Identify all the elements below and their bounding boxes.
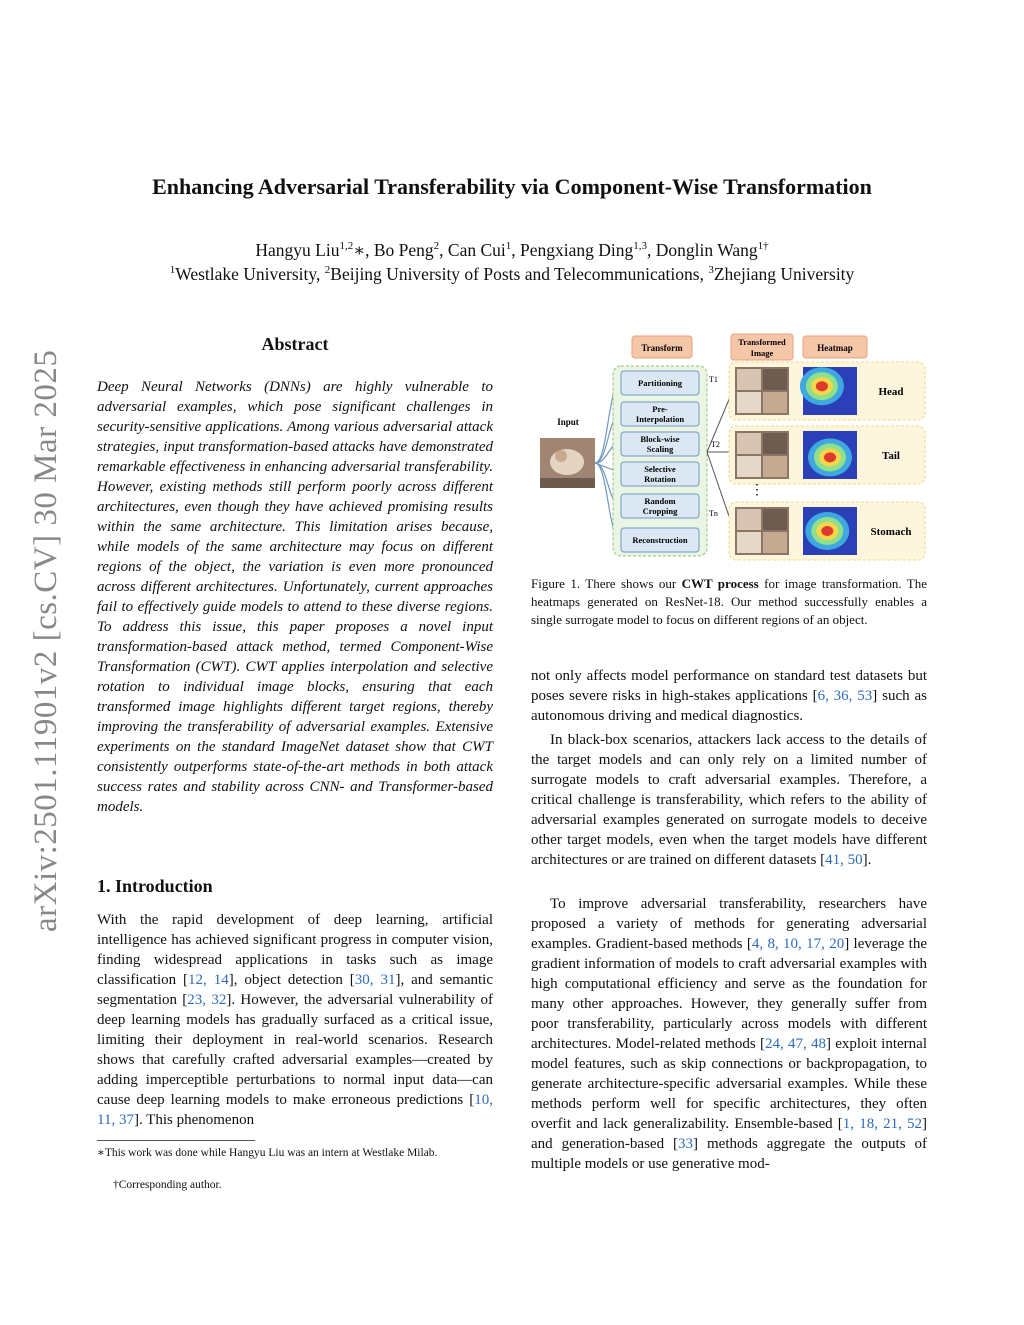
transform-step-label: Reconstruction (632, 535, 688, 545)
footnote-2: †Corresponding author. (113, 1179, 222, 1191)
author-list: Hangyu Liu$^{1,2}$∗, Bo Peng$^2$, Can Cui$^1$, Pengxiang Ding$^{1,3}$, Donglin Wang$^{1\dagger}$ (255, 240, 769, 260)
footnote-rule (97, 1140, 255, 1141)
transform-step-label: Rotation (644, 474, 676, 484)
transform-step-label: Partitioning (638, 378, 682, 388)
transform-step-label: Selective (644, 464, 676, 474)
region-label: Tail (882, 450, 900, 462)
transform-step-label: Cropping (642, 506, 678, 516)
heatmap-header-label: Heatmap (817, 343, 853, 353)
region-label: Head (878, 386, 904, 398)
footnote-1: ∗This work was done while Hangyu Liu was an intern at Westlake Milab. (97, 1147, 438, 1159)
transform-step-label: Interpolation (635, 414, 685, 424)
intro-right-paragraph-1: not only affects model performance on standard test datasets but poses severe risks in high-stakes applications [6, 36, 53] such as autonomous driving and medical diagnostics. (531, 668, 927, 724)
region-label: Stomach (870, 526, 912, 538)
abstract-heading: Abstract (261, 334, 329, 354)
t2-label: T2 (711, 440, 720, 449)
section-heading-introduction: 1. Introduction (97, 876, 213, 896)
transform-step-label: Random (644, 496, 676, 506)
transformed-header-line1: Transformed (738, 337, 786, 347)
t1-label: T1 (709, 375, 718, 384)
tn-label: Tn (709, 509, 718, 518)
ellipsis-dots: ⋮ (750, 483, 764, 498)
arxiv-identifier: arXiv:2501.11901v2 [cs.CV] 30 Mar 2025 (28, 349, 64, 932)
figure-1-diagram (533, 330, 929, 568)
paper-title: Enhancing Adversarial Transferability via Component-Wise Transformation (152, 174, 872, 199)
transformed-header-line2: Image (750, 348, 774, 358)
transform-header-label: Transform (641, 343, 683, 353)
input-label: Input (557, 417, 579, 427)
intro-right-paragraph-3: To improve adversarial transferability, researchers have proposed a variety of methods for generating adversarial examples. Gradient-based methods [4, 8, 10, 17, 20] leverage the gradient information of models to craft adversarial examples with high computational efficiency and serve as the foundation for many other approaches. However, they generally suffer from poor transferability, particularly across models with different architectures. Model-related methods [24, 47, 48] exploit internal model features, such as skip connections or backpropagation, to generate architecture-specific adversarial examples. While these methods perform well for specific architectures, they often overfit and lack generalizability. Ensemble-based [1, 18, 21, 52] and generation-based [33] methods aggregate the outputs of multiple models or use generative mod- (531, 896, 927, 1172)
transform-step-label: Scaling (646, 444, 674, 454)
figure-1-caption: Figure 1. There shows our CWT process for image transformation. The heatmaps generated on ResNet-18. Our method successfully enables a single surrogate model to focus on different regions of an object. (531, 576, 927, 627)
abstract-text: Deep Neural Networks (DNNs) are highly vulnerable to adversarial examples, which pose significant challenges in security-sensitive applications. Among various adversarial attack strategies, input transformation-based attacks have demonstrated remarkable effectiveness in enhancing adversarial transferability. However, existing methods still perform poorly across different architectures, even though they have achieved promising results within the same architecture. This limitation arises because, while models of the same architecture may focus on different regions of the object, the variation is even more pronounced across different architectures. Unfortunately, current approaches fail to effectively guide models to attend to these diverse regions. To address this issue, this paper proposes a novel input transformation-based attack method, termed Component-Wise Transformation (CWT). CWT applies interpolation and selective rotation to individual image blocks, ensuring that each transformed image highlights different target regions, thereby improving the transferability of adversarial examples. Extensive experiments on the standard ImageNet dataset show that CWT consistently outperforms state-of-the-art methods in both attack success rates and stability across CNN- and Transformer-based models. (97, 379, 493, 815)
transform-step-label: Pre- (652, 404, 668, 414)
intro-paragraph-1: With the rapid development of deep learning, artificial intelligence has achieved significant progress in computer vision, finding widespread applications in tasks such as image classification [12, 14], object detection [30, 31], and semantic segmentation [23, 32]. However, the adversarial vulnerability of deep learning models has gradually surfaced as a critical issue, limiting their deployment in real-world scenarios. Research shows that carefully crafted adversarial examples—created by adding imperceptible perturbations to normal input data—can cause deep learning models to make erroneous predictions [10, 11, 37]. This phenomenon (97, 912, 494, 1128)
intro-right-paragraph-2: In black-box scenarios, attackers lack access to the details of the target models and can only rely on a limited number of surrogate models to craft adversarial examples. Therefore, a critical challenge is transferability, which refers to the ability of adversarial examples generated on surrogate models to deceive other target models, even when the target models have different architectures or are trained on different datasets [41, 50]. (531, 732, 927, 868)
affiliations: $^1$Westlake University, $^2$Beijing University of Posts and Telecommunications, $^3$Zhejiang University (169, 264, 855, 284)
transform-step-label: Block-wise (640, 434, 680, 444)
